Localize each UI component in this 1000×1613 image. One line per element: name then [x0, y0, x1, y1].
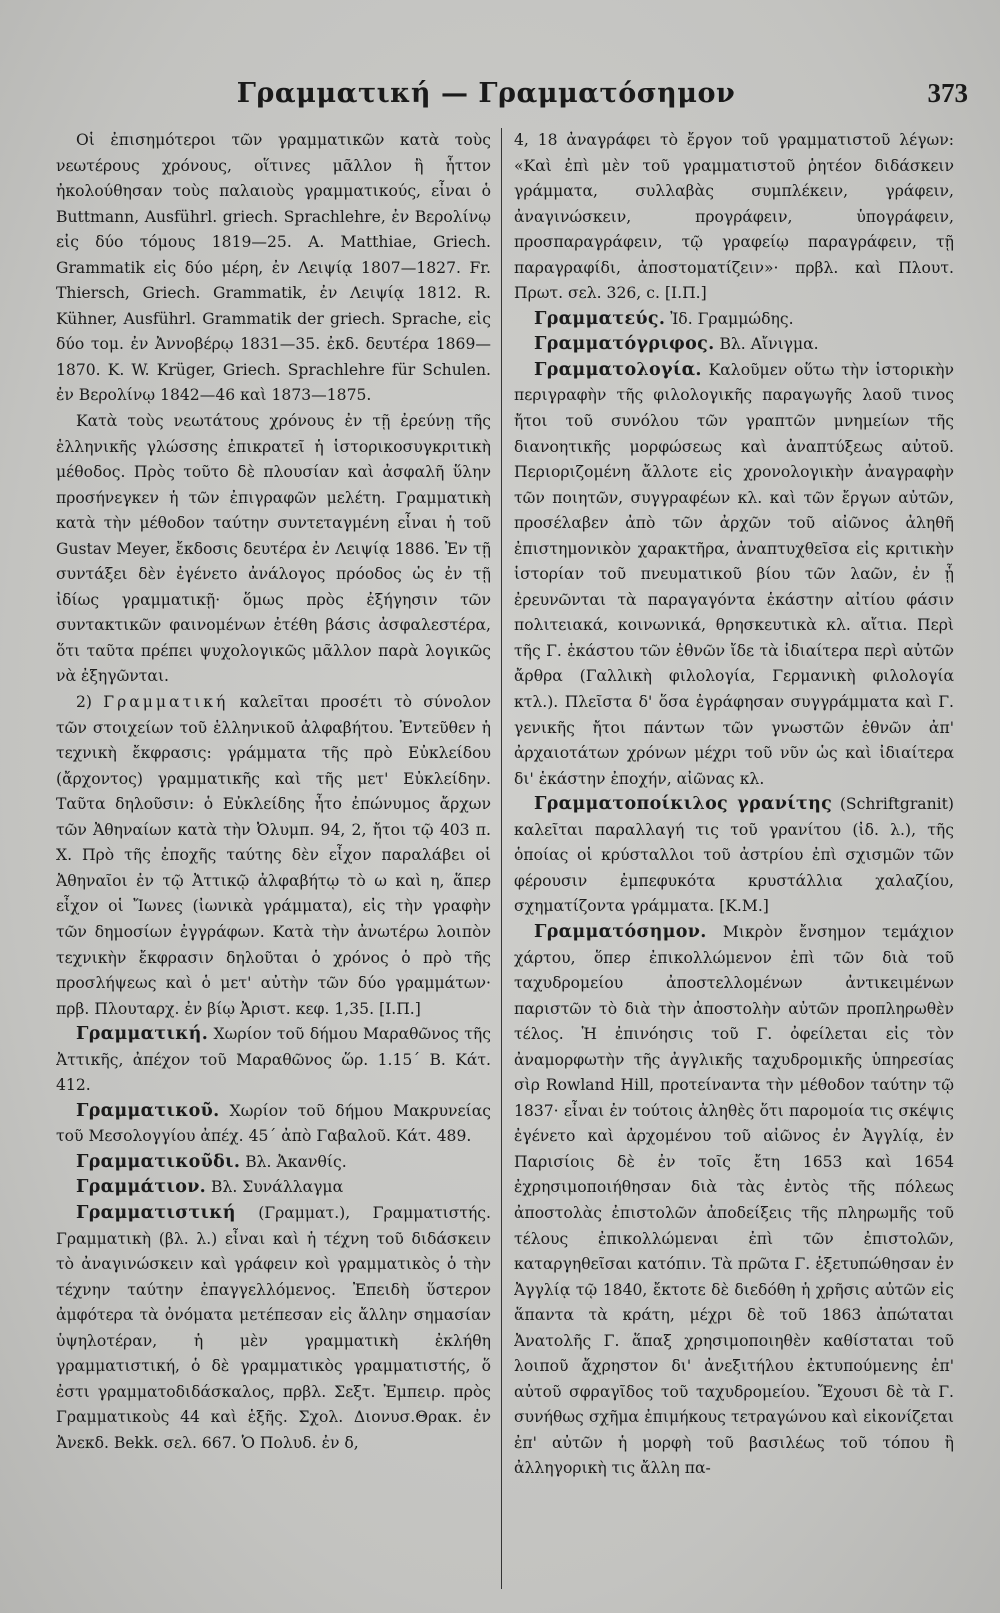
dictionary-entry	[514, 920, 954, 1482]
dictionary-entry	[514, 307, 954, 333]
entry-text: Μικρὸν ἔνσημον τεμάχιον χάρτου, ὅπερ ἐπικολλώμενον ἐπὶ τῶν διὰ τοῦ ταχυδρομείου ἀποστελλομένων ἀντικειμένων παριστῶν τὸ διὰ τὴν ἀποστολὴν αὐτῶν προπληρωθὲν τέλος. Ἡ ἐπινόησις τοῦ Γ. ὀφείλεται εἰς τὸν ἀναμορφωτὴν τῆς ἀγγλικῆς ταχυδρομικῆς ὑπηρεσίας σὶρ Rowland Hill, προτείναντα τὴν μέθοδον ταύτην τῷ 1837· εἶναι ἐν τούτοις ἀληθὲς ὅτι παρομοία τις σκέψις ἐγένετο καὶ ἀρχομένου τοῦ αἰῶνος ἐν Ἀγγλίᾳ, ἐν Παρισίοις δὲ ἐν τοῖς ἔτη 1653 καὶ 1654 ἐχρησιμοποιήθησαν διὰ τὰς ἐντὸς τῆς πόλεως ἀποστολὰς ἐπιστολῶν ἀποδείξεις τῆς πληρωμῆς τοῦ τέλους ἐπικολλώμεναι ἐπὶ τῶν ἐπιστολῶν, καταργηθεῖσαι κατόπιν. Τὰ πρῶτα Γ. ἐξετυπώθησαν ἐν Ἀγγλίᾳ τῷ 1840, ἔκτοτε δὲ διεδόθη ἡ χρῆσις αὐτῶν εἰς ἅπαντα τὰ κράτη, μέχρι δὲ τοῦ 1863 ἀπώταται Ἀνατολῆς Γ. ἅπαξ χρησιμοποιηθὲν καθίσταται τοῦ λοιποῦ ἄχρηστον δι' ἀνεξιτήλου ἐκτυπούμενης ἐπ' αὐτοῦ σφραγῖδος τοῦ ταχυδρομείου. Ἔχουσι δὲ τὰ Γ. συνήθως σχῆμα ἐπιμήκους τετραγώνου καὶ εἰκονίζεται ἐπ' αὐτῶν ἡ μορφὴ τοῦ βασιλέως τοῦ τόπου ἢ ἀλληγορικὴ τις ἄλλη πα-	[514, 922, 954, 1478]
page-title: Γραμματική — Γραμματόσημον	[236, 78, 736, 109]
paragraph-text: καλεῖται προσέτι τὸ σύνολον τῶν στοιχείων τοῦ ἑλληνικοῦ ἀλφαβήτου. Ἐντεῦθεν ἡ τεχνικὴ ἔκφρασις: γράμματα τῆς πρὸ Εὐκλείδου (ἄρχοντος) γραμματικῆς καὶ τῆς μετ' Εὐκλείδην. Ταῦτα δηλοῦσιν: ὁ Εὐκλείδης ἦτο ἐπώνυμος ἄρχων τῶν Ἀθηναίων κατὰ τὴν Ὀλυμπ. 94, 2, ἤτοι τῷ 403 π. Χ. Πρὸ τῆς ἐποχῆς ταύτης δὲν εἶχον παραλάβει οἱ Ἀθηναῖοι ἐν τῷ Ἀττικῷ ἀλφαβήτῳ τὸ ω καὶ η, ἅπερ εἶχον οἱ Ἴωνες (ἰωνικὰ γράμματα), εἰς τὴν γραφὴν τῶν δημοσίων ἐγγράφων. Κατὰ τὴν ἀνωτέρω λοιπὸν τεχνικὴν ἔκφρασιν δηλοῦται ὁ χρόνος ὁ πρὸ τῆς προσλήψεως καὶ ὁ μετ' αὐτὴν τῶν δύο γραμμάτων· πρβ. Πλουταρχ. ἐν βίῳ Ἀριστ. κεφ. 1,35. [Ι.Π.]	[56, 693, 491, 1018]
entry-lemma: Γραμματόσημον.	[534, 921, 707, 942]
entry-lemma: Γραμματοποίκιλος γρανίτης	[534, 794, 833, 815]
dictionary-entry	[56, 1201, 491, 1456]
paragraph: Κατὰ τοὺς νεωτάτους χρόνους ἐν τῇ ἐρεύνῃ τῆς ἑλληνικῆς γλώσσης ἐπικρατεῖ ἡ ἱστορικοσυγκριτικὴ μέθοδος. Πρὸς τοῦτο δὲ πλουσίαν καὶ ἀσφαλῆ ὕλην προσήνεγκεν ἡ τῶν ἐπιγραφῶν μελέτη. Γραμματικὴ κατὰ τὴν μέθοδον ταύτην συντεταγμένη εἶναι ἡ τοῦ Gustav Meyer, ἔκδοσις δευτέρα ἐν Λειψίᾳ 1886. Ἐν τῇ συντάξει δὲν ἐγένετο ἀνάλογος πρόοδος ὡς ἐν τῇ ἰδίως γραμματικῇ· ὅμως πρὸς ἐξήγησιν τῶν συντακτικῶν φαινομένων ἐτέθη βάσις ἀσφαλεστέρα, ὅτι ταῦτα πρέπει ψυχολογικῶς μᾶλλον παρὰ λογικῶς νὰ ἐξηγῶνται.	[56, 412, 491, 686]
paragraph: 4, 18 ἀναγράφει τὸ ἔργον τοῦ γραμματιστοῦ λέγων: «Καὶ ἐπὶ μὲν τοῦ γραμματιστοῦ ῥητέον διδάσκειν γράμματα, συλλαβὰς συμπλέκειν, γράφειν, ἀναγινώσκειν, προγράφειν, ὑπογράφειν, προσπαραγράφειν, τῷ γραφείῳ παραγράφειν, τῇ παραγραφίδι, ἀποστοματίζειν»· πρβλ. καὶ Πλουτ. Πρωτ. σελ. 326, c. [Ι.Π.]	[514, 131, 954, 303]
entry-lemma: Γραμματιστική	[76, 1202, 236, 1223]
paragraph: Οἱ ἐπισημότεροι τῶν γραμματικῶν κατὰ τοὺς νεωτέρους χρόνους, οἵτινες μᾶλλον ἢ ἧττον ἠκολούθησαν τοὺς παλαιοὺς γραμματικούς, εἶναι ὁ Buttmann, Ausführl. griech. Sprachlehre, ἐν Βερολίνῳ εἰς δύο τόμους 1819—25. A. Matthiae, Griech. Grammatik εἰς δύο μέρη, ἐν Λειψίᾳ 1807—1827. Fr. Thiersch, Griech. Grammatik, ἐν Λειψίᾳ 1812. R. Kühner, Ausführl. Grammatik der griech. Sprache, εἰς δύο τομ. ἐν Ἀννοβέρῳ 1831—35. ἐκδ. δευτέρα 1869—1870. K. W. Krüger, Griech. Sprachlehre für Schulen. ἐν Βερολίνῳ 1842—46 καὶ 1873—1875.	[56, 131, 491, 405]
entry-text: Χωρίον τοῦ δήμου Μαραθῶνος τῆς Ἀττικῆς, ἀπέχον τοῦ Μαραθῶνος ὥρ. 1.15΄ Β. Κάτ. 412.	[56, 1025, 491, 1095]
page-number: 373	[927, 78, 968, 108]
entry-text: Χωρίον τοῦ δήμου Μακρυνείας τοῦ Μεσολογγίου ἀπέχ. 45΄ ἀπὸ Γαβαλοῦ. Κάτ. 489.	[56, 1101, 491, 1146]
entry-text: Βλ. Αἴνιγμα.	[719, 335, 819, 354]
entry-text: (Schriftgranit) καλεῖται παραλλαγή τις τοῦ γρανίτου (ἰδ. λ.), τῆς ὁποίας οἱ κρύσταλλοι τοῦ ἀστρίου ἐπὶ σχισμῶν τῶν φέρουσιν ἐμπεφυκότα κρυστάλλια χαλαζίου, σχηματίζοντα γράμματα. [Κ.Μ.]	[514, 795, 954, 916]
dictionary-entry	[56, 1175, 491, 1201]
text-columns	[56, 128, 976, 1589]
left-column	[56, 128, 502, 1589]
entry-lemma: Γραμματολογία.	[534, 359, 702, 380]
entry-lemma: Γραμματόγριφος.	[534, 334, 715, 355]
paragraph	[56, 690, 491, 1022]
entry-text: Ἰδ. Γραμμώδης.	[670, 309, 794, 328]
entry-text: Καλοῦμεν οὕτω τὴν ἱστορικὴν περιγραφὴν τῆς φιλολογικῆς παραγωγῆς λαοῦ τινος ἤτοι τοῦ συνόλου τῶν γραπτῶν μνημείων τῆς διανοητικῆς μορφώσεως καὶ ἀναπτύξεως αὐτοῦ. Περιοριζομένη ἄλλοτε εἰς χρονολογικὴν ἀναγραφὴν τῶν ποιητῶν, συγγραφέων κλ. καὶ τῶν ἔργων αὐτῶν, προσέλαβεν ἀπὸ τῶν ἀρχῶν τοῦ αἰῶνος ἀληθῆ ἐπιστημονικὸν χαρακτῆρα, ἀναπτυχθεῖσα εἰς κριτικὴν ἱστορίαν τοῦ πνευματικοῦ βίου τῶν λαῶν, ἐν ᾗ ἐρευνῶνται τὰ παραγαγόντα ἑκάστην αἰτίου φάσιν πολιτειακά, κοινωνικά, θρησκευτικὰ κλ. αἴτια. Περὶ τῆς Γ. ἑκάστου τῶν ἐθνῶν ἴδε τὰ ἰδιαίτερα περὶ αὐτῶν ἄρθρα (Γαλλικὴ φιλολογία, Γερμανικὴ φιλολογία κτλ.). Πλεῖστα δ' ὅσα ἐγράφησαν συγγράμματα καὶ Γ. γενικῆς ἤτοι πάντων τῶν γνωστῶν ἐθνῶν ἀπ' ἀρχαιοτάτων χρόνων μέχρι τοῦ νῦν ὡς καὶ ἰδιαίτερα δι' ἑκάστην ἐποχήν, αἰῶνας κλ.	[514, 360, 954, 788]
dictionary-entry	[56, 1022, 491, 1099]
entry-text: Βλ. Ἀκανθίς.	[245, 1152, 347, 1171]
dictionary-entry	[514, 792, 954, 920]
paragraph-number: 2)	[76, 693, 93, 712]
entry-text: Βλ. Συνάλλαγμα	[211, 1178, 344, 1197]
dictionary-entry	[56, 1150, 491, 1176]
entry-lemma: Γραμματικοῦδι.	[76, 1151, 241, 1172]
dictionary-entry	[514, 358, 954, 792]
running-header	[56, 78, 976, 128]
right-column	[514, 128, 954, 1589]
entry-lemma: Γραμμάτιον.	[76, 1177, 207, 1198]
entry-text: (Γραμματ.), Γραμματιστής. Γραμματικὴ (βλ. λ.) εἶναι καὶ ἡ τέχνη τοῦ διδάσκειν τὸ ἀναγινώσκειν καὶ γράφειν κοὶ γραμματικὸς ὁ τὴν τέχνην ταύτην ἐπαγγελλόμενος. Ἐπειδὴ ὕστερον ἀμφότερα τὰ ὀνόματα μετέπεσαν εἰς ἄλλην σημασίαν ὑψηλοτέραν, ἡ μὲν γραμματικὴ ἐκλήθη γραμματιστική, ὁ δὲ γραμματικὸς γραμματιστής, ὅ ἐστι γραμματοδιδάσκαλος, πρβλ. Σεξτ. Ἐμπειρ. πρὸς Γραμματικοὺς 44 καὶ ἑξῆς. Σχολ. Διονυσ.Θρακ. ἐν Ἀνεκδ. Bekk. σελ. 667. Ὁ Πολυδ. ἐν δ,	[56, 1203, 491, 1452]
entry-lemma: Γραμματική.	[76, 1024, 209, 1045]
entry-lemma: Γραμματικοῦ.	[76, 1100, 220, 1121]
dictionary-entry	[514, 332, 954, 358]
entry-lemma: Γραμματεύς.	[534, 308, 666, 329]
spaced-term: Γραμματική	[103, 693, 229, 712]
dictionary-entry	[56, 1099, 491, 1150]
